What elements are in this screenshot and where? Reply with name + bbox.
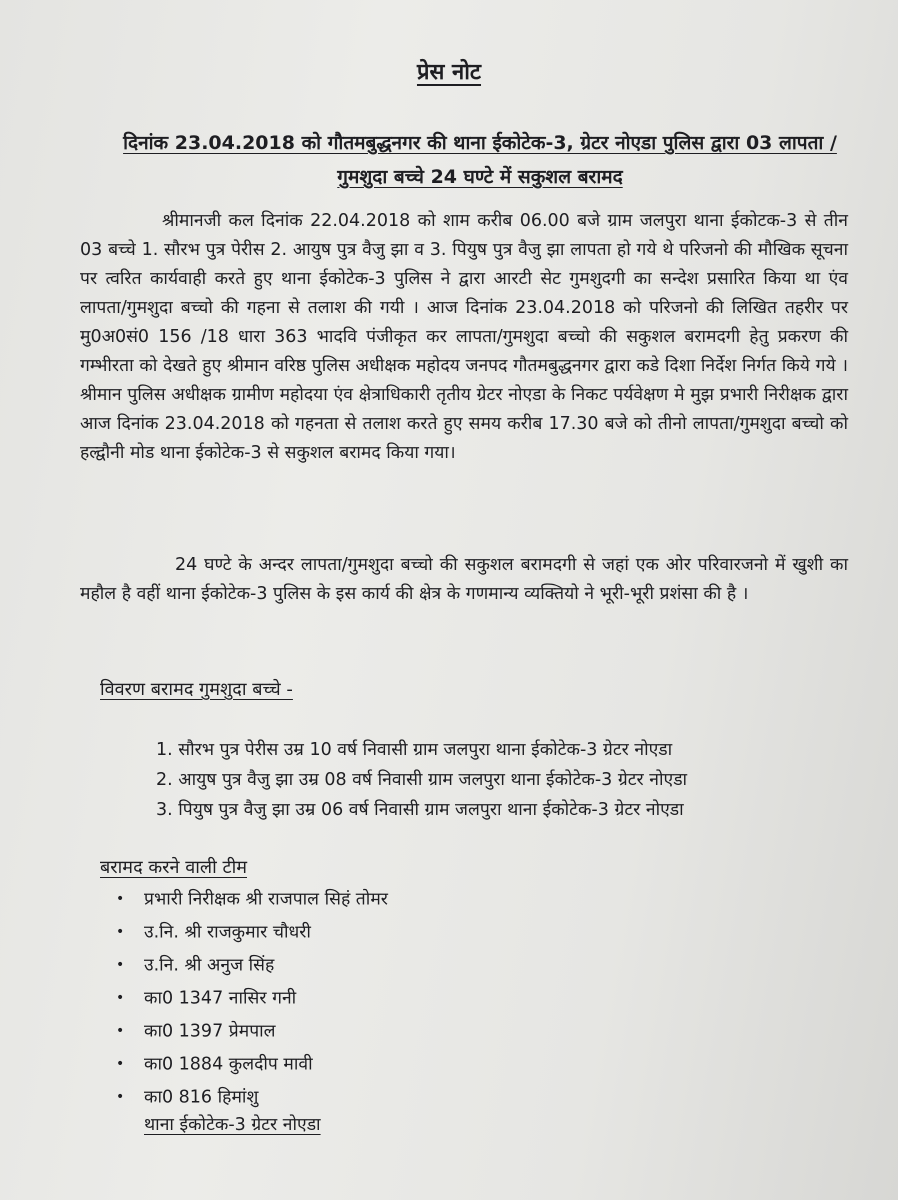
list-item: 3. पियुष पुत्र वैजु झा उम्र 06 वर्ष निवासी ग्राम जलपुरा थाना ईकोटेक-3 ग्रेटर नोएडा (156, 800, 684, 820)
list-item (116, 1015, 388, 1048)
bullet-icon: • (116, 1023, 125, 1039)
list-item (116, 1048, 388, 1081)
bullet-icon: • (116, 891, 125, 907)
team-member: का0 1347 नासिर गनी (144, 988, 297, 1009)
body-paragraph-2: 24 घण्टे के अन्दर लापता/गुमशुदा बच्चो की सकुशल बरामदगी से जहां एक ओर परिवारजनो में खुशी का महौल है वहीं थाना ईकोटेक-3 पुलिस के इस कार्य की क्षेत्र के गणमान्य व्यक्तियो ने भूरी-भूरी प्रशंसा की है । (80, 555, 848, 604)
list-item (116, 916, 388, 949)
recovered-children-list (156, 735, 687, 825)
team-member: उ.नि. श्री अनुज सिंह (144, 955, 275, 976)
document-title: प्रेस नोट (416, 60, 482, 85)
bullet-icon: • (116, 990, 125, 1006)
list-item (116, 949, 388, 982)
bullet-icon: • (116, 1056, 125, 1072)
bullet-icon: • (116, 924, 125, 940)
body-paragraph-1: श्रीमानजी कल दिनांक 22.04.2018 को शाम करीब 06.00 बजे ग्राम जलपुरा थाना ईकोटक-3 से तीन 03 बच्चे 1. सौरभ पुत्र पेरीस 2. आयुष पुत्र वैजु झा व 3. पियुष पुत्र वैजु झा लापता हो गये थे परिजनो की मौखिक सूचना पर त्वरित कार्यवाही करते हुए थाना ईकोटेक-3 पुलिस ने द्वारा आरटी सेट गुमशुदगी का सन्देश प्रसारित किया था एंव लापता/गुमशुदा बच्चो की गहना से तलाश की गयी । आज दिनांक 23.04.2018 को परिजनो की लिखित तहरीर पर मु0अ0सं0 156 /18 धारा 363 भादवि पंजीकृत कर लापता/गुमशुदा बच्चो की सकुशल बरामदगी हेतु प्रकरण की गम्भीरता को देखते हुए श्रीमान वरिष्ठ पुलिस अधीक्षक महोदय जनपद गौतमबुद्धनगर द्वारा कडे दिशा निर्देश निर्गत किये गये । श्रीमान पुलिस अधीक्षक ग्रामीण महोदया एंव क्षेत्राधिकारी तृतीय ग्रेटर नोएडा के निकट पर्यवेक्षण मे मुझ प्रभारी निरीक्षक द्वारा आज दिनांक 23.04.2018 को गहनता से तलाश करते हुए समय करीब 17.30 बजे को तीनो लापता/गुमशुदा बच्चो को हल्द्वौनी मोड थाना ईकोटेक-3 से सकुशल बरामद किया गया। (80, 211, 848, 463)
team-member: का0 1884 कुलदीप मावी (144, 1054, 313, 1075)
team-list (116, 883, 388, 1114)
police-station-signature: थाना ईकोटेक-3 ग्रेटर नोएडा (144, 1115, 321, 1135)
list-item (116, 1081, 388, 1114)
list-item (116, 883, 388, 916)
list-item (116, 982, 388, 1015)
bullet-icon: • (116, 1089, 125, 1105)
team-member: उ.नि. श्री राजकुमार चौधरी (144, 922, 311, 943)
details-heading: विवरण बरामद गुमशुदा बच्चे - (100, 679, 293, 700)
team-heading: बरामद करने वाली टीम (100, 857, 247, 878)
document-subject: दिनांक 23.04.2018 को गौतमबुद्धनगर की थाना ईकोटेक-3, ग्रेटर नोएडा पुलिस द्वारा 03 लापता /गुमशुदा बच्चे 24 घण्टे में सकुशल बरामद (123, 132, 837, 188)
team-member: का0 1397 प्रेमपाल (144, 1021, 276, 1042)
list-item: 2. आयुष पुत्र वैजु झा उम्र 08 वर्ष निवासी ग्राम जलपुरा थाना ईकोटेक-3 ग्रेटर नोएडा (156, 770, 688, 790)
team-member: प्रभारी निरीक्षक श्री राजपाल सिहं तोमर (144, 889, 388, 910)
team-member: का0 816 हिमांशु (144, 1087, 259, 1108)
bullet-icon: • (116, 957, 125, 973)
list-item: 1. सौरभ पुत्र पेरीस उम्र 10 वर्ष निवासी ग्राम जलपुरा थाना ईकोटेक-3 ग्रेटर नोएडा (156, 740, 673, 760)
